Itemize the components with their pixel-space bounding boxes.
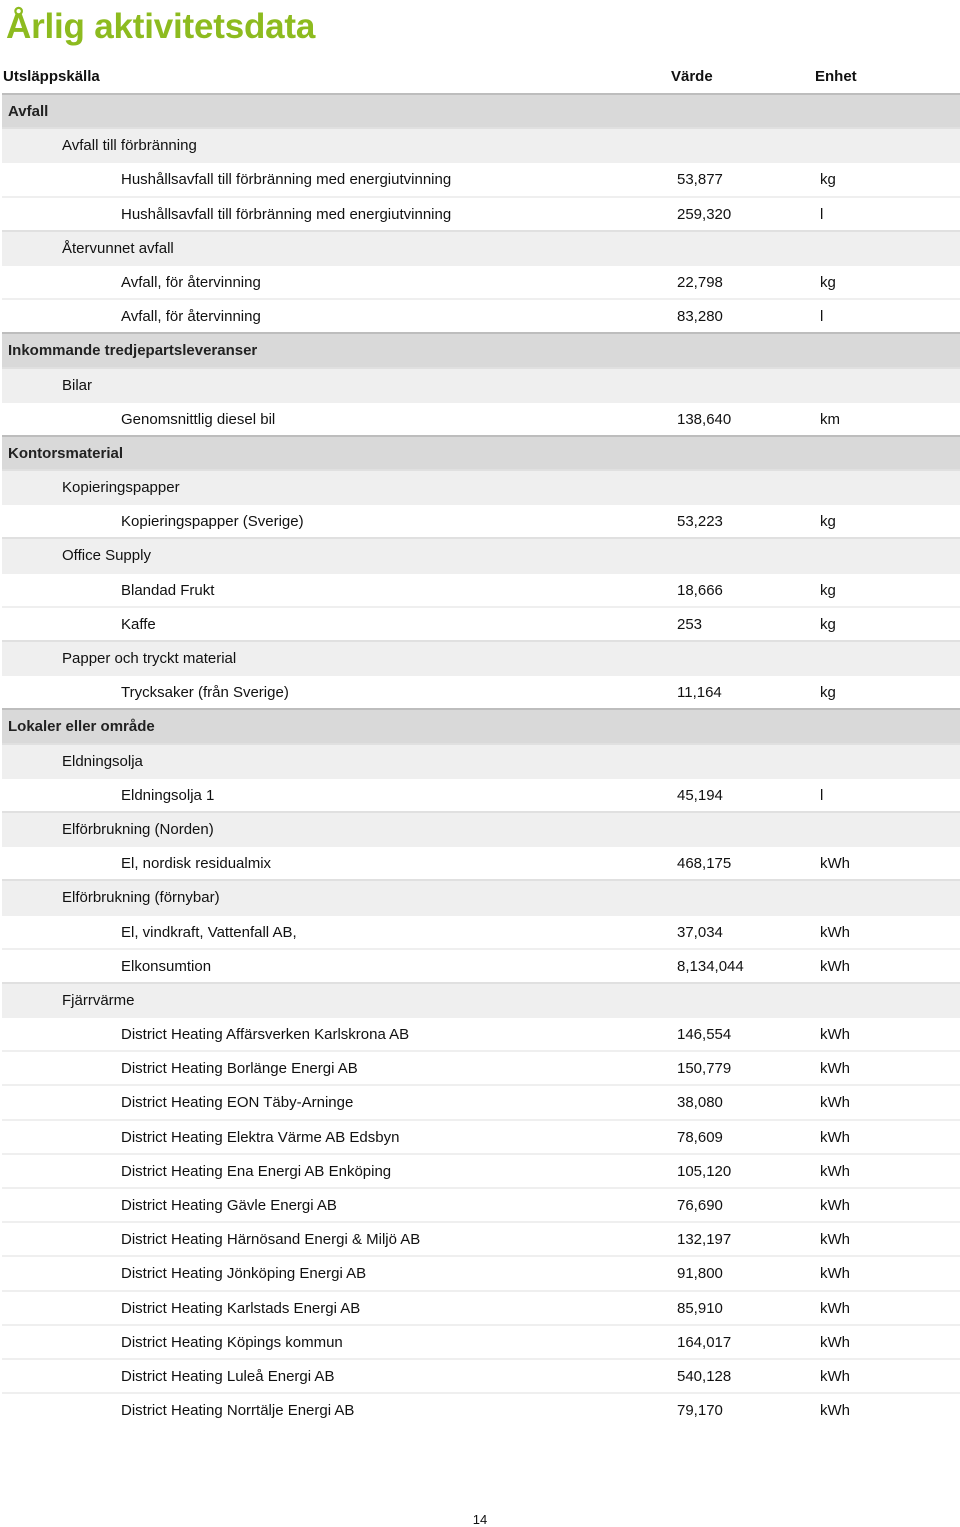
subcategory-label: Fjärrvärme — [62, 991, 135, 1009]
row-unit: l — [820, 308, 824, 326]
category-label: Avfall — [8, 103, 49, 120]
row-unit: kWh — [820, 923, 850, 941]
subcategory-row — [2, 743, 960, 777]
row-unit: kg — [820, 615, 836, 633]
row-unit: l — [820, 205, 824, 223]
table-row — [2, 1392, 960, 1426]
row-value: 253 — [677, 615, 703, 633]
subcategory-label: Bilar — [62, 376, 93, 394]
row-label: Eldningsolja 1 — [121, 786, 215, 804]
row-value: 132,197 — [677, 1231, 732, 1249]
row-unit: kWh — [820, 1060, 850, 1078]
row-label: Elkonsumtion — [121, 957, 212, 975]
row-unit: km — [820, 410, 840, 428]
table-row — [2, 1255, 960, 1289]
row-value: 79,170 — [677, 1402, 723, 1420]
table-row — [2, 1221, 960, 1255]
subcategory-row — [2, 982, 960, 1016]
row-unit: kWh — [820, 1162, 850, 1180]
row-label: Hushållsavfall till förbränning med energiutvinning — [121, 205, 452, 223]
subcategory-row — [2, 367, 960, 401]
row-label: District Heating Norrtälje Energi AB — [121, 1402, 355, 1420]
row-label: Trycksaker (från Sverige) — [121, 684, 289, 702]
row-label: District Heating Härnösand Energi & Miljö AB — [121, 1231, 421, 1249]
subcategory-row — [2, 640, 960, 674]
category-row — [2, 93, 960, 127]
table-row — [2, 1153, 960, 1187]
row-unit: kWh — [820, 1367, 850, 1385]
row-value: 76,690 — [677, 1197, 723, 1214]
category-label: Lokaler eller område — [8, 718, 155, 736]
row-label: Avfall, för återvinning — [121, 273, 261, 291]
table-row — [2, 1324, 960, 1358]
row-label: El, nordisk residualmix — [121, 855, 272, 873]
row-value: 540,128 — [677, 1367, 732, 1385]
header-value: Värde — [671, 68, 713, 85]
subcategory-row — [2, 469, 960, 503]
subcategory-label: Office Supply — [62, 547, 151, 565]
row-label: District Heating Borlänge Energi AB — [121, 1060, 358, 1078]
row-value: 164,017 — [677, 1333, 732, 1351]
row-unit: kg — [820, 273, 836, 291]
row-value: 18,666 — [677, 581, 723, 599]
subcategory-row — [2, 537, 960, 571]
row-value: 53,877 — [677, 171, 723, 189]
table-row — [2, 1187, 960, 1221]
table-row — [2, 606, 960, 640]
row-unit: kWh — [820, 1231, 850, 1249]
subcategory-row — [2, 127, 960, 161]
table-row — [2, 298, 960, 332]
row-label: Hushållsavfall till förbränning med energiutvinning — [121, 171, 452, 189]
row-label: Genomsnittlig diesel bil — [121, 410, 276, 428]
subcategory-label: Kopieringspapper — [62, 479, 180, 497]
row-label: Kopieringspapper (Sverige) — [121, 513, 304, 531]
table-row — [2, 674, 960, 708]
row-value: 45,194 — [677, 786, 723, 804]
row-value: 22,798 — [677, 273, 723, 291]
row-unit: kWh — [820, 1299, 850, 1317]
table-row — [2, 845, 960, 879]
row-value: 85,910 — [677, 1299, 723, 1317]
row-label: District Heating EON Täby-Arninge — [121, 1094, 354, 1112]
row-value: 91,800 — [677, 1265, 723, 1283]
subcategory-row — [2, 811, 960, 845]
category-label: Inkommande tredjepartsleveranser — [8, 342, 258, 360]
row-value: 138,640 — [677, 410, 732, 428]
table-row — [2, 401, 960, 435]
category-row — [2, 435, 960, 469]
page-number: 14 — [472, 1512, 488, 1527]
row-unit: kWh — [820, 957, 850, 975]
table-row — [2, 503, 960, 537]
row-label: District Heating Gävle Energi AB — [121, 1197, 337, 1214]
row-value: 8,134,044 — [677, 957, 744, 975]
row-value: 11,164 — [677, 684, 722, 702]
row-label: District Heating Köpings kommun — [121, 1333, 343, 1351]
subcategory-label: Eldningsolja — [62, 752, 143, 770]
row-unit: kg — [820, 171, 836, 189]
table-row — [2, 196, 960, 230]
row-label: El, vindkraft, Vattenfall AB, — [121, 923, 297, 941]
row-unit: kWh — [820, 1197, 850, 1214]
row-unit: kWh — [820, 1094, 850, 1112]
header-unit: Enhet — [815, 68, 857, 85]
category-row — [2, 708, 960, 742]
row-value: 37,034 — [677, 923, 723, 941]
row-unit: kWh — [820, 855, 850, 873]
activity-table — [0, 93, 960, 1426]
row-value: 78,609 — [677, 1128, 723, 1146]
table-row — [2, 1358, 960, 1392]
table-row — [2, 264, 960, 298]
subcategory-label: Elförbrukning (Norden) — [62, 820, 214, 838]
table-row — [2, 914, 960, 948]
row-unit: kg — [820, 581, 836, 599]
row-unit: kWh — [820, 1026, 850, 1044]
row-unit: kWh — [820, 1333, 850, 1351]
row-label: Blandad Frukt — [121, 581, 215, 599]
row-label: District Heating Elektra Värme AB Edsbyn — [121, 1128, 400, 1146]
subcategory-label: Återvunnet avfall — [62, 239, 174, 257]
table-row — [2, 161, 960, 195]
row-label: District Heating Ena Energi AB Enköping — [121, 1162, 392, 1180]
subcategory-row — [2, 230, 960, 264]
table-row — [2, 1016, 960, 1050]
row-value: 150,779 — [677, 1060, 732, 1078]
row-value: 53,223 — [677, 513, 723, 531]
table-row — [2, 1084, 960, 1118]
table-row — [2, 777, 960, 811]
row-value: 83,280 — [677, 308, 723, 326]
row-unit: kWh — [820, 1402, 850, 1420]
category-row — [2, 332, 960, 366]
row-value: 259,320 — [677, 205, 732, 223]
row-unit: kg — [820, 684, 836, 702]
row-label: District Heating Affärsverken Karlskrona AB — [121, 1026, 410, 1044]
row-label: Avfall, för återvinning — [121, 308, 261, 326]
table-row — [2, 1119, 960, 1153]
table-row — [2, 572, 960, 606]
row-unit: kg — [820, 513, 836, 531]
row-unit: kWh — [820, 1265, 850, 1283]
row-label: Kaffe — [121, 615, 156, 633]
subcategory-label: Elförbrukning (förnybar) — [62, 889, 220, 907]
page-title: Årlig aktivitetsdata — [6, 7, 316, 46]
subcategory-label: Avfall till förbränning — [62, 137, 197, 155]
table-row — [2, 948, 960, 982]
row-value: 468,175 — [677, 855, 732, 873]
row-unit: l — [820, 786, 824, 804]
row-unit: kWh — [820, 1128, 850, 1146]
header-source: Utsläppskälla — [3, 68, 100, 85]
row-value: 38,080 — [677, 1094, 723, 1112]
row-label: District Heating Luleå Energi AB — [121, 1367, 335, 1385]
row-value: 146,554 — [677, 1026, 732, 1044]
subcategory-label: Papper och tryckt material — [62, 650, 237, 667]
subcategory-row — [2, 879, 960, 913]
table-header — [0, 58, 960, 92]
row-label: District Heating Jönköping Energi AB — [121, 1265, 367, 1283]
category-label: Kontorsmaterial — [8, 444, 124, 462]
row-label: District Heating Karlstads Energi AB — [121, 1299, 361, 1317]
table-row — [2, 1050, 960, 1084]
table-row — [2, 1290, 960, 1324]
row-value: 105,120 — [677, 1162, 732, 1180]
